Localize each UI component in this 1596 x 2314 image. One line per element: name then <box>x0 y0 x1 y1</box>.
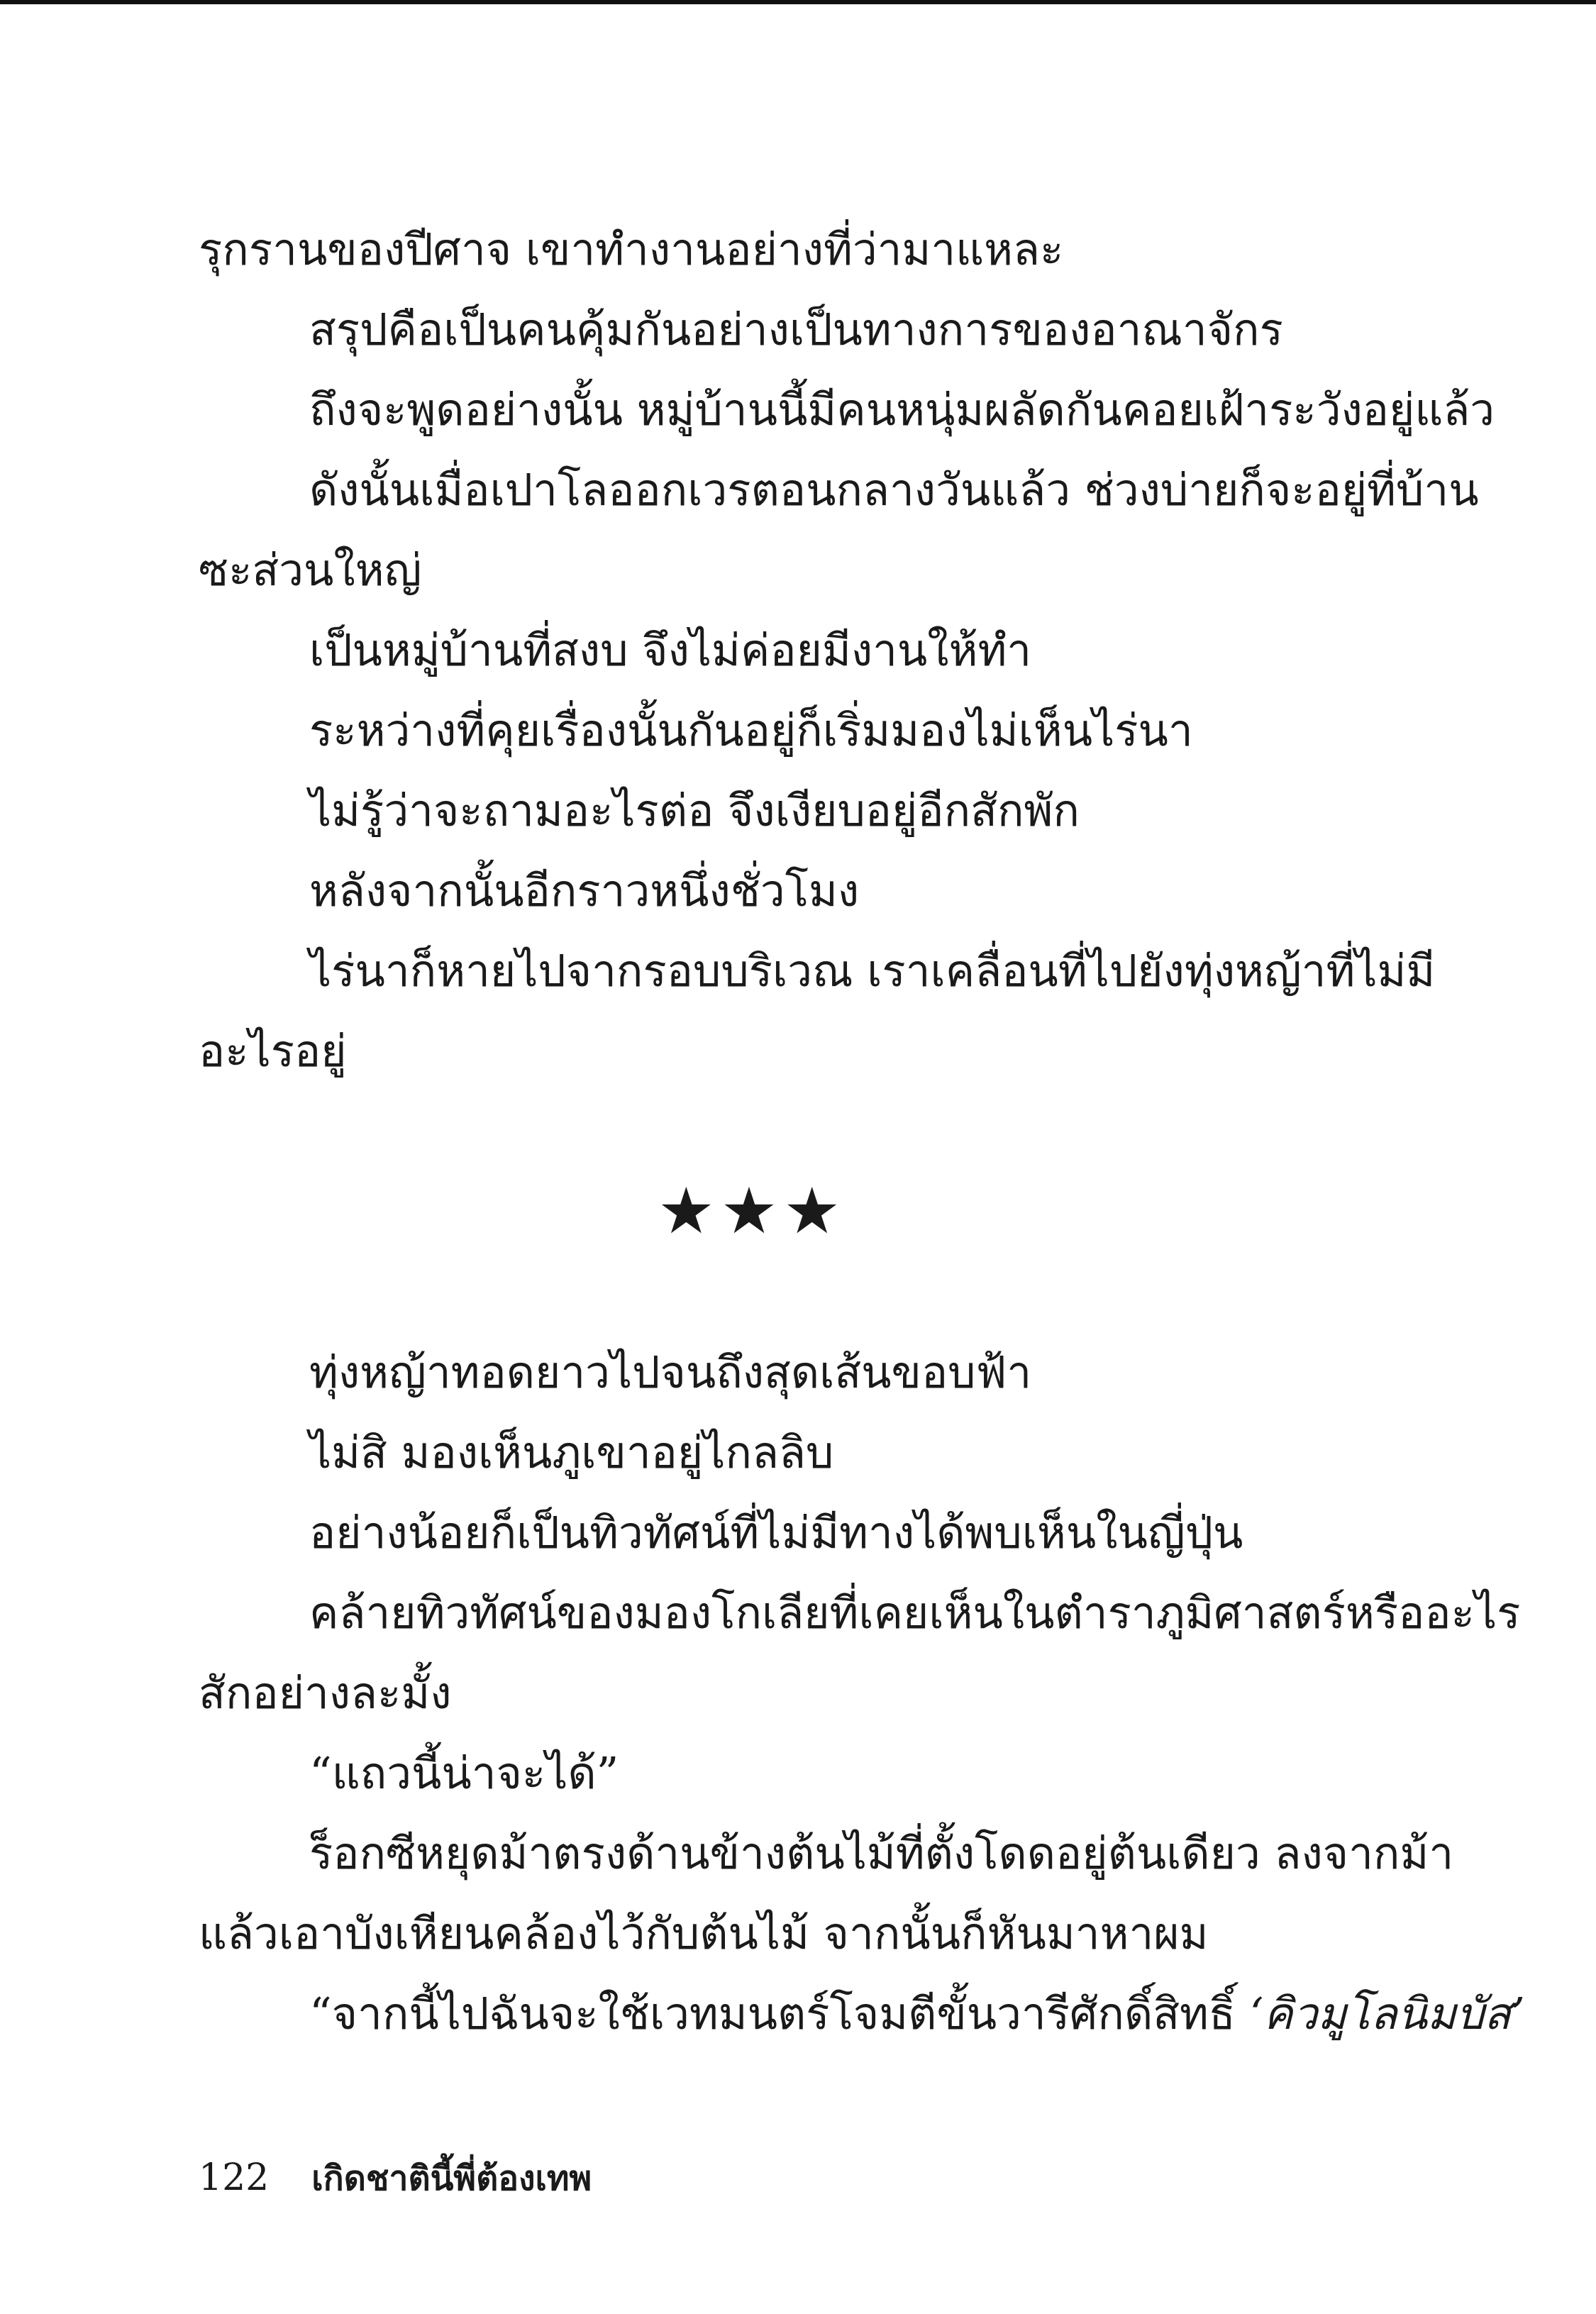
paragraph-line: ไม่สิ มองเห็นภูเขาอยู่ไกลลิบ <box>309 1427 834 1478</box>
top-border-line <box>0 0 1596 4</box>
running-title: เกิดชาตินี้พี่ต้องเทพ <box>311 2159 592 2198</box>
scene-break-stars: ★★★ <box>657 1174 847 1249</box>
paragraph-line: อย่างน้อยก็เป็นทิวทัศน์ที่ไม่มีทางได้พบเห็นในญี่ปุ่น <box>309 1507 1243 1559</box>
paragraph-line: ร็อกซีหยุดม้าตรงด้านข้างต้นไม้ที่ตั้งโดดอยู่ต้นเดียว ลงจากม้า <box>309 1827 1454 1879</box>
paragraph-line: รุกรานของปีศาจ เขาทำงานอย่างที่ว่ามาแหละ <box>199 223 1064 275</box>
paragraph-line: เป็นหมู่บ้านที่สงบ จึงไม่ค่อยมีงานให้ทำ <box>309 624 1032 676</box>
paragraph-line: ซะส่วนใหญ่ <box>199 544 422 596</box>
spell-name: ‘คิวมูโลนิมบัส’ <box>1249 1988 1525 2039</box>
paragraph-line: แล้วเอาบังเหียนคล้องไว้กับต้นไม้ จากนั้นก็หันมาหาผม <box>199 1908 1209 1959</box>
paragraph-line: สรุปคือเป็นคนคุ้มกันอย่างเป็นทางการของอาณาจักร <box>309 304 1283 355</box>
paragraph-line: อะไรอยู่ <box>199 1025 347 1077</box>
dialogue-line: “แถวนี้น่าจะได้” <box>309 1747 619 1799</box>
paragraph-line: ถึงจะพูดอย่างนั้น หมู่บ้านนี้มีคนหนุ่มผลัดกันคอยเฝ้าระวังอยู่แล้ว <box>309 384 1495 436</box>
paragraph-line: ทุ่งหญ้าทอดยาวไปจนถึงสุดเส้นขอบฟ้า <box>309 1346 1032 1398</box>
paragraph-line: สักอย่างละมั้ง <box>199 1667 452 1719</box>
page-footer <box>199 2149 592 2207</box>
paragraph-line: คล้ายทิวทัศน์ของมองโกเลียที่เคยเห็นในตำราภูมิศาสตร์หรืออะไร <box>309 1587 1521 1639</box>
paragraph-line: ดังนั้นเมื่อเปาโลออกเวรตอนกลางวันแล้ว ช่วงบ่ายก็จะอยู่ที่บ้าน <box>309 464 1479 516</box>
dialogue-line <box>199 1973 1525 2054</box>
body-text <box>199 209 1525 2054</box>
paragraph-line: ระหว่างที่คุยเรื่องนั้นกันอยู่ก็เริ่มมองไม่เห็นไร่นา <box>309 704 1193 756</box>
page-number: 122 <box>199 2157 270 2199</box>
paragraph-line: ไม่รู้ว่าจะถามอะไรต่อ จึงเงียบอยู่อีกสักพัก <box>309 785 1080 836</box>
paragraph-line: หลังจากนั้นอีกราวหนึ่งชั่วโมง <box>309 865 860 917</box>
dialogue-text: “จากนี้ไปฉันจะใช้เวทมนตร์โจมตีขั้นวารีศักดิ์สิทธิ์ <box>309 1988 1250 2039</box>
paragraph-line: ไร่นาก็หายไปจากรอบบริเวณ เราเคลื่อนที่ไปยังทุ่งหญ้าที่ไม่มี <box>309 945 1436 997</box>
